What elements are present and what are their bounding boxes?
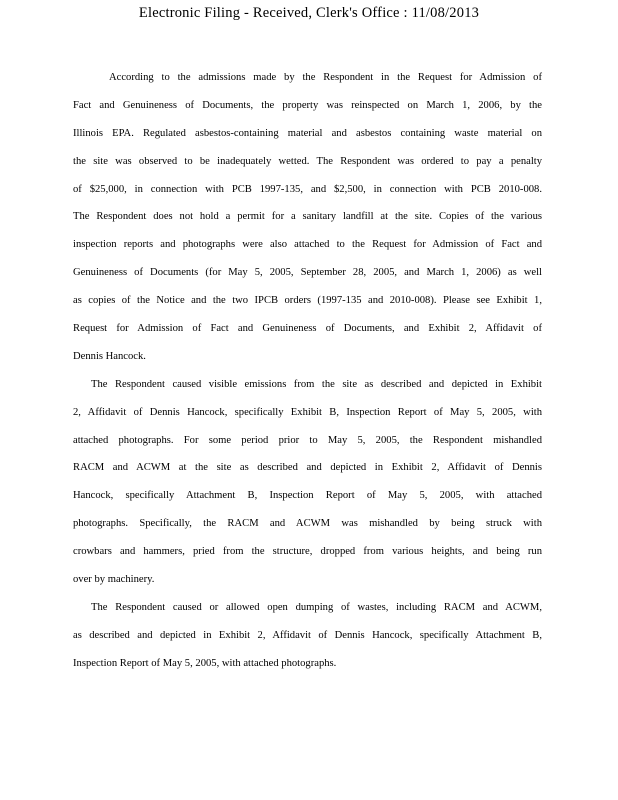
paragraph-1: [73, 64, 542, 371]
text-line: Request for Admission of Fact and Genuineness of Documents, and Exhibit 2, Affidavit of: [73, 323, 542, 335]
text-line: of $25,000, in connection with PCB 1997-135, and $2,500, in connection with PCB 2010-008.: [73, 183, 542, 195]
text-line: inspection reports and photographs were also attached to the Request for Admission of Fact and: [73, 239, 542, 251]
text-line: The Respondent caused or allowed open dumping of wastes, including RACM and ACWM,: [91, 601, 542, 613]
paragraph-2: [73, 371, 542, 594]
document-body: [73, 64, 542, 678]
text-line: The Respondent does not hold a permit for a sanitary landfill at the site. Copies of the various: [73, 211, 542, 223]
text-line: crowbars and hammers, pried from the structure, dropped from various heights, and being run: [73, 546, 542, 558]
text-line: Fact and Genuineness of Documents, the property was reinspected on March 1, 2006, by the: [73, 99, 542, 111]
text-line: The Respondent caused visible emissions from the site as described and depicted in Exhibit: [91, 378, 542, 390]
text-line: Dennis Hancock.: [73, 350, 146, 362]
text-line: attached photographs. For some period prior to May 5, 2005, the Respondent mishandled: [73, 434, 542, 446]
text-line: over by machinery.: [73, 574, 155, 586]
paragraph-3: [73, 594, 542, 678]
filing-header: Electronic Filing - Received, Clerk's Office : 11/08/2013: [138, 5, 480, 21]
text-line: the site was observed to be inadequately wetted. The Respondent was ordered to pay a penalty: [73, 155, 542, 167]
text-line: Hancock, specifically Attachment B, Inspection Report of May 5, 2005, with attached: [73, 490, 542, 502]
text-line: RACM and ACWM at the site as described and depicted in Exhibit 2, Affidavit of Dennis: [73, 462, 542, 474]
text-line: According to the admissions made by the Respondent in the Request for Admission of: [109, 72, 542, 83]
text-line: as described and depicted in Exhibit 2, Affidavit of Dennis Hancock, specifically Attachment B,: [73, 629, 542, 641]
text-line: Inspection Report of May 5, 2005, with attached photographs.: [73, 657, 337, 669]
text-line: photographs. Specifically, the RACM and ACWM was mishandled by being struck with: [73, 518, 542, 530]
text-line: Genuineness of Documents (for May 5, 2005, September 28, 2005, and March 1, 2006) as well: [73, 267, 542, 279]
text-line: as copies of the Notice and the two IPCB orders (1997-135 and 2010-008). Please see Exhibit 1,: [73, 295, 542, 307]
text-line: 2, Affidavit of Dennis Hancock, specifically Exhibit B, Inspection Report of May 5, 2005, with: [73, 406, 542, 418]
text-line: Illinois EPA. Regulated asbestos-containing material and asbestos containing waste material on: [73, 127, 542, 139]
